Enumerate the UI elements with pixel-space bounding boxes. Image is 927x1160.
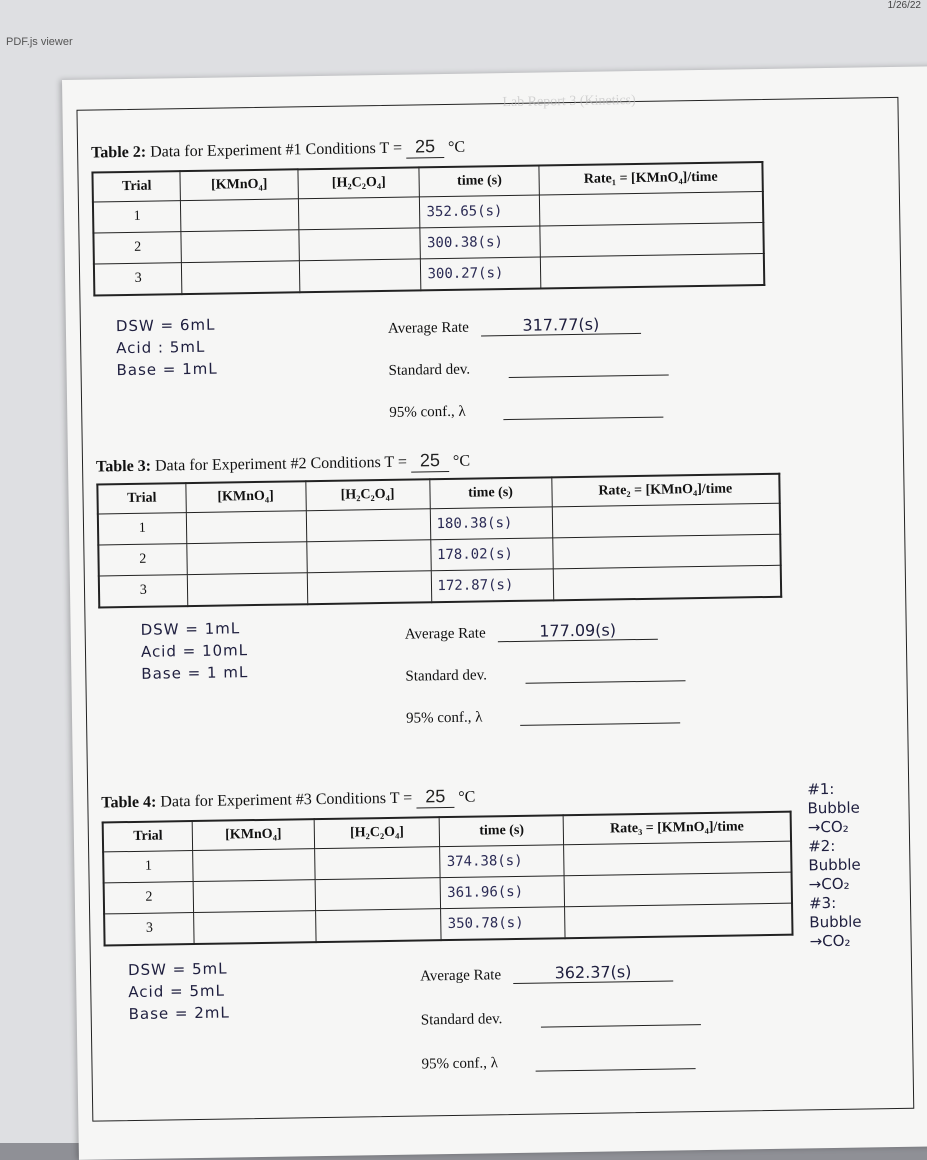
time-value: 300.27(s) xyxy=(421,257,541,290)
time-value: 178.02(s) xyxy=(430,538,552,571)
show-through-text: Lab Report 3 (Kinetics) xyxy=(502,92,636,111)
table4-average: Average Rate 362.37(s) xyxy=(420,963,673,986)
header-time: time (s) xyxy=(440,815,564,846)
table3-conf: 95% conf., λ xyxy=(406,704,681,727)
table2-temperature: 25 xyxy=(406,136,444,159)
header-trial: Trial xyxy=(92,171,180,202)
header-h2c2o4: [H₂C₂O₄] xyxy=(314,817,440,848)
table3-notes: DSW = 1mL Acid = 10mL Base = 1 mL xyxy=(140,619,249,683)
header-rate: Rate₂ = [KMnO₄]/time xyxy=(551,474,779,507)
time-value: 300.38(s) xyxy=(420,226,540,259)
table3-data xyxy=(96,473,782,609)
time-value: 361.96(s) xyxy=(440,876,564,909)
header-rate: Rate₁ = [KMnO₄]/time xyxy=(539,162,763,195)
table2-data xyxy=(91,161,765,297)
time-value: 350.78(s) xyxy=(441,907,565,940)
table2-notes: DSW = 6mL Acid : 5mL Base = 1mL xyxy=(115,315,218,380)
header-time: time (s) xyxy=(419,166,539,197)
table3-temperature: 25 xyxy=(411,450,449,473)
trial-number: 2 xyxy=(104,882,194,914)
pdf-viewer-label: PDF.js viewer xyxy=(6,36,73,48)
time-value: 180.38(s) xyxy=(430,507,552,540)
table4-stdev: Standard dev. xyxy=(421,1006,701,1029)
average-value: 362.37(s) xyxy=(513,963,673,985)
table4-data xyxy=(102,811,794,947)
header-h2c2o4: [H₂C₂O₄] xyxy=(305,479,429,510)
table3-stdev: Standard dev. xyxy=(405,662,685,685)
trial-number: 2 xyxy=(93,232,181,264)
trial-number: 1 xyxy=(103,851,193,883)
time-value: 374.38(s) xyxy=(440,845,564,878)
header-trial: Trial xyxy=(97,483,185,514)
time-value: 172.87(s) xyxy=(431,569,553,602)
trial-number: 1 xyxy=(93,201,181,233)
header-kmno4: [KMnO₄] xyxy=(185,481,305,512)
time-value: 352.65(s) xyxy=(420,195,540,228)
table3-caption: Table 3: Data for Experiment #2 Conditions T = 25 °C xyxy=(95,450,471,476)
table4-notes: DSW = 5mL Acid = 5mL Base = 2mL xyxy=(127,959,230,1024)
table2-caption: Table 2: Data for Experiment #1 Conditions T = 25 °C xyxy=(91,136,466,162)
table2-stdev: Standard dev. xyxy=(388,357,668,380)
table2-average: Average Rate 317.77(s) xyxy=(388,315,641,338)
header-kmno4: [KMnO₄] xyxy=(180,169,298,200)
table4-conf: 95% conf., λ xyxy=(421,1050,696,1073)
table3-average: Average Rate 177.09(s) xyxy=(405,621,658,644)
header-kmno4: [KMnO₄] xyxy=(192,819,314,850)
header-h2c2o4: [H₂C₂O₄] xyxy=(298,167,420,198)
table4-caption: Table 4: Data for Experiment #3 Conditions T = 25 °C xyxy=(101,786,476,812)
corner-date: 1/26/22 xyxy=(887,0,921,11)
trial-number: 3 xyxy=(99,575,187,608)
margin-notes: #1: Bubble →CO₂ #2: Bubble →CO₂ #3: Bubble →CO₂ xyxy=(807,779,862,951)
worksheet-page xyxy=(62,66,927,1160)
trial-number: 1 xyxy=(98,513,186,545)
trial-number: 3 xyxy=(104,913,194,946)
average-value: 317.77(s) xyxy=(481,315,641,337)
table2-conf: 95% conf., λ xyxy=(389,399,664,422)
trial-number: 3 xyxy=(94,263,182,296)
average-value: 177.09(s) xyxy=(498,621,658,643)
header-time: time (s) xyxy=(429,477,551,508)
table4-temperature: 25 xyxy=(416,786,454,809)
header-rate: Rate₃ = [KMnO₄]/time xyxy=(563,812,791,845)
header-trial: Trial xyxy=(103,821,193,852)
trial-number: 2 xyxy=(98,544,186,576)
